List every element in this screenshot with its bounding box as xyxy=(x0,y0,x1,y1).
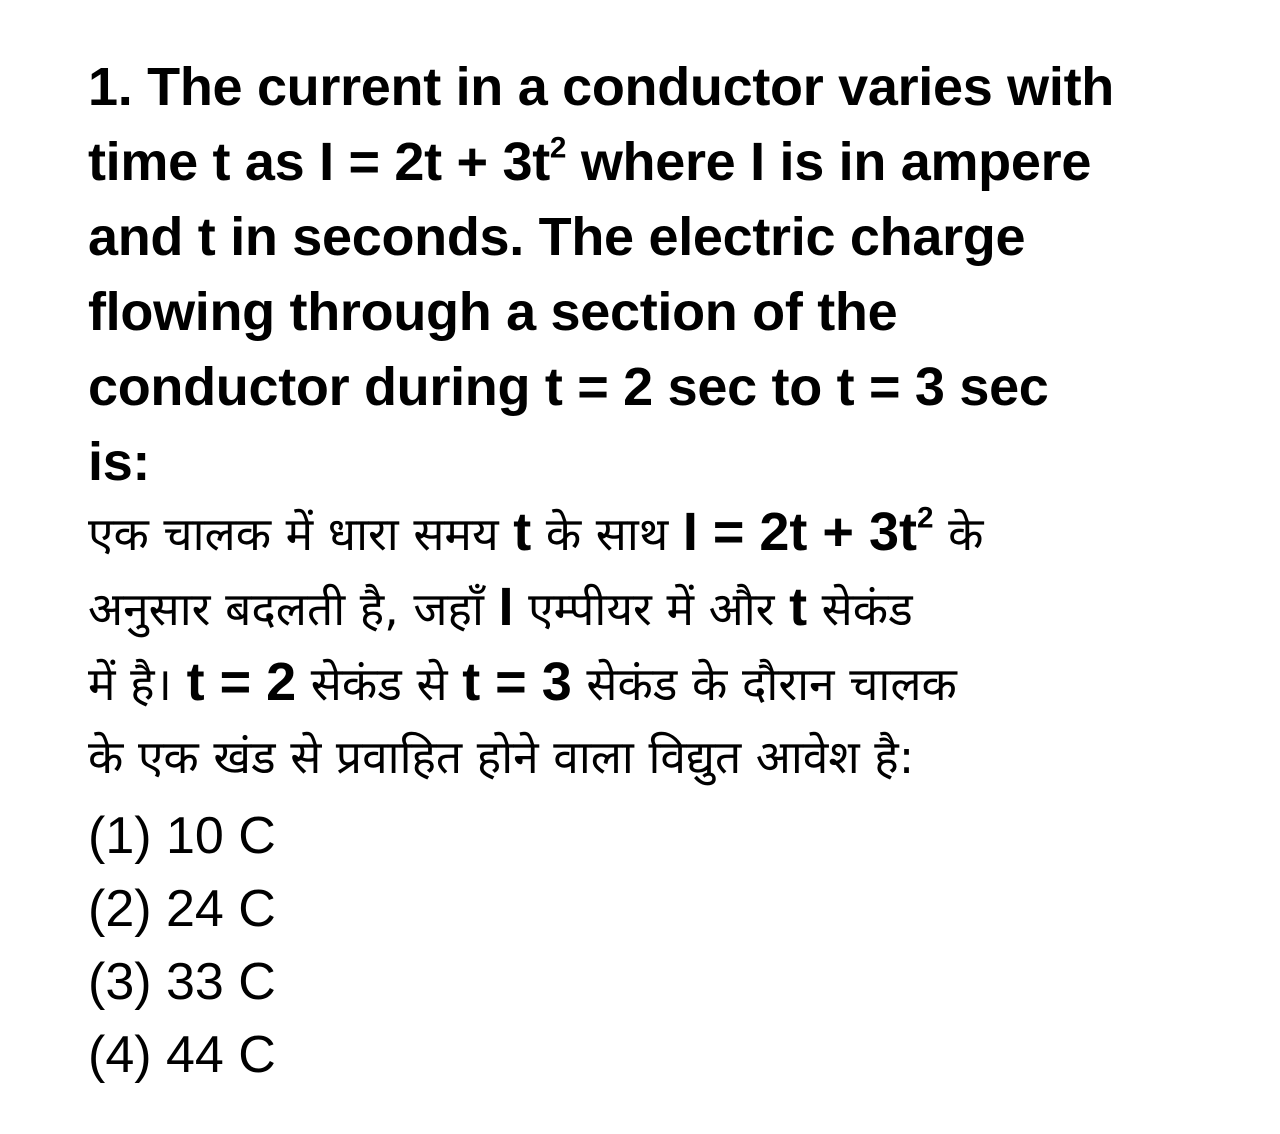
hindi-line-4: के एक खंड से प्रवाहित होने वाला विद्युत आवेश है: xyxy=(88,730,915,784)
superscript-2: 2 xyxy=(549,131,567,165)
hindi-line-3: में है। t = 2 सेकंड से t = 3 सेकंड के दौरान चालक xyxy=(88,652,957,712)
question-number: 1. xyxy=(88,57,133,117)
english-line-5: conductor during t = 2 sec to t = 3 sec xyxy=(88,357,1049,417)
superscript-2: 2 xyxy=(916,501,934,535)
answer-options xyxy=(88,800,1208,1092)
option-2[interactable]: (2) 24 C xyxy=(88,880,276,938)
hindi-line-1: एक चालक में धारा समय t के साथ $I = 2t + 3t^2$ के xyxy=(88,501,984,562)
english-line-3: and t in seconds. The electric charge xyxy=(88,207,1026,267)
english-line-4: flowing through a section of the xyxy=(88,282,898,342)
english-line-2: time t as $I = 2t + 3t^2$ where I is in ampere xyxy=(88,131,1092,192)
english-line-1: 1. The current in a conductor varies with xyxy=(88,57,1114,117)
question-hindi xyxy=(88,495,1208,795)
question-english xyxy=(88,50,1208,500)
option-1[interactable]: (1) 10 C xyxy=(88,807,276,865)
english-line-6: is: xyxy=(88,432,151,492)
option-4[interactable]: (4) 44 C xyxy=(88,1026,276,1084)
hindi-line-2: अनुसार बदलती है, जहाँ I एम्पीयर में और t सेकंड xyxy=(88,577,913,637)
option-3[interactable]: (3) 33 C xyxy=(88,953,276,1011)
